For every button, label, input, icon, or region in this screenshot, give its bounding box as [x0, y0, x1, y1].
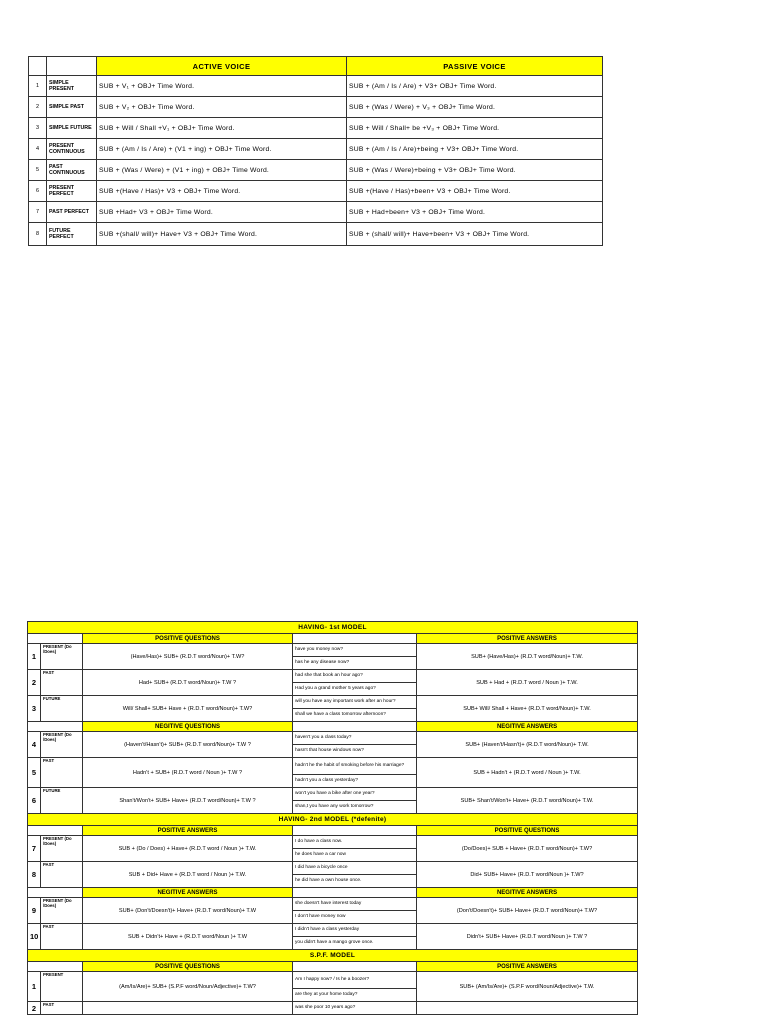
banner-title: S.P.F. MODEL	[28, 950, 638, 962]
example-sentence: have you money now?	[293, 644, 417, 657]
having-2nd-model-banner	[28, 814, 638, 826]
question-formula: Will/ Shall+ SUB+ Have + (R.D.T word/Noun)+ T.W?	[83, 696, 293, 722]
answer-formula: SUB+ (Am/Is/Are)+ (S.P.F word/Noun/Adjective)+ T.W.	[417, 972, 638, 1002]
voice-row	[29, 97, 603, 118]
table-row	[28, 898, 638, 911]
question-formula: (Am/Is/Are)+ SUB+ (S.P.F word/Noun/Adjective)+ T.W?	[83, 972, 293, 1002]
table-row	[28, 670, 638, 683]
question-formula: Shan't/Won't+ SUB+ Have+ (R.D.T word/Noun)+ T.W ?	[83, 788, 293, 814]
active-formula: SUB + V₁ + OBJ+ Time Word.	[97, 76, 347, 97]
example-sentence: Am I happy now? / Is he a boozer?	[293, 972, 417, 989]
table-row	[28, 1002, 638, 1015]
table-row	[28, 924, 638, 937]
answer-formula: SUB + (Do / Does) + Have+ (R.D.T word / Noun )+ T.W.	[83, 836, 293, 862]
voice-row	[29, 202, 603, 223]
negative-answers-header: NEGITIVE ANSWERS	[417, 888, 638, 898]
passive-formula: SUB + Will / Shall+ be +V₃ + OBJ+ Time Word.	[347, 118, 603, 139]
passive-formula: SUB + (Am / Is / Are)+being + V3+ OBJ+ Time Word.	[347, 139, 603, 160]
passive-formula: SUB + Had+been+ V3 + OBJ+ Time Word.	[347, 202, 603, 223]
row-number: 4	[28, 732, 41, 758]
tense-name: PAST CONTINUOUS	[47, 160, 97, 181]
tense-name: SIMPLE PRESENT	[47, 76, 97, 97]
voice-header-row	[29, 57, 603, 76]
table-row	[28, 862, 638, 875]
tense-name: PRESENT (Do /Does)	[41, 836, 83, 862]
example-sentence: I didn't have a class yesterday	[293, 924, 417, 937]
example-sentence: shall we have a class tomorrow afternoon?	[293, 709, 417, 722]
table-row	[28, 732, 638, 745]
answer-formula: SUB + Did+ Have + (R.D.T word / Noun )+ T.W.	[83, 862, 293, 888]
row-number: 10	[28, 924, 41, 950]
row-number: 1	[29, 76, 47, 97]
table-row	[28, 836, 638, 849]
example-sentence: he did have a own house once.	[293, 875, 417, 888]
active-formula: SUB + (Am / Is / Are) + (V1 + ing) + OBJ+ Time Word.	[97, 139, 347, 160]
example-sentence: hadn't he the habit of smoking before his marriage?	[293, 758, 417, 775]
question-formula: Had+ SUB+ (R.D.T word/Noun)+ T.W ?	[83, 670, 293, 696]
voice-row	[29, 181, 603, 202]
voice-row	[29, 160, 603, 181]
example-sentence: I don't have money now	[293, 911, 417, 924]
row-number: 7	[28, 836, 41, 862]
row-number: 6	[28, 788, 41, 814]
tense-name: PAST	[41, 758, 83, 788]
table-row	[28, 788, 638, 801]
voice-row	[29, 139, 603, 160]
answer-formula: SUB+ Shan't/Won't+ Have+ (R.D.T word/Noun)+ T.W.	[417, 788, 638, 814]
example-sentence: has he any disease now?	[293, 657, 417, 670]
active-formula: SUB +Had+ V3 + OBJ+ Time Word.	[97, 202, 347, 223]
active-formula: SUB +(shall/ will)+ Have+ V3 + OBJ+ Time Word.	[97, 223, 347, 246]
having-table	[27, 621, 638, 1015]
tense-name: PRESENT CONTINUOUS	[47, 139, 97, 160]
answer-formula: SUB+ Will/ Shall + Have+ (R.D.T word/Noun)+ T.W.	[417, 696, 638, 722]
row-number: 8	[28, 862, 41, 888]
tense-name: SIMPLE PAST	[47, 97, 97, 118]
row-number: 3	[29, 118, 47, 139]
table-row	[28, 758, 638, 775]
question-formula: (Do/Does)+ SUB + Have+ (R.D.T word/Noun)+ T.W?	[417, 836, 638, 862]
question-formula: (Have/Has)+ SUB+ (R.D.T word/Noun)+ T.W?	[83, 644, 293, 670]
example-sentence: I do have a class now.	[293, 836, 417, 849]
example-sentence: hadn't you a class yesterday?	[293, 775, 417, 788]
passive-formula: SUB + (shall/ will)+ Have+been+ V3 + OBJ+ Time Word.	[347, 223, 603, 246]
row-number: 2	[28, 670, 41, 696]
positive-answers-header: POSITIVE ANSWERS	[83, 826, 293, 836]
tense-name: PAST	[41, 862, 83, 888]
voice-row	[29, 118, 603, 139]
answer-formula: SUB+ (Don't/Doesn't)+ Have+ (R.D.T word/Noun)+ T.W	[83, 898, 293, 924]
row-number: 2	[28, 1002, 41, 1015]
negative-answers-header: NEGITIVE ANSWERS	[83, 888, 293, 898]
banner-title: HAVING- 1st MODEL	[28, 622, 638, 634]
positive-answers-header: POSITIVE ANSWERS	[417, 634, 638, 644]
active-formula: SUB + Will / Shall +V₁ + OBJ+ Time Word.	[97, 118, 347, 139]
tense-name: PAST	[41, 670, 83, 696]
example-sentence: he does have a car now	[293, 849, 417, 862]
positive-questions-header: POSITIVE QUESTIONS	[417, 826, 638, 836]
question-formula: (Don't/Doesn't)+ SUB+ Have+ (R.D.T word/Noun)+ T.W?	[417, 898, 638, 924]
tense-name: PAST PERFECT	[47, 202, 97, 223]
passive-voice-header: PASSIVE VOICE	[347, 57, 603, 76]
tense-name: FUTURE	[41, 696, 83, 722]
corner-cell	[47, 57, 97, 76]
active-formula: SUB +(Have / Has)+ V3 + OBJ+ Time Word.	[97, 181, 347, 202]
passive-formula: SUB + (Was / Were)+being + V3+ OBJ+ Time Word.	[347, 160, 603, 181]
table-row	[28, 644, 638, 657]
answer-formula	[417, 1002, 638, 1015]
tense-name: PRESENT (Do /Does)	[41, 732, 83, 758]
row-number: 1	[28, 644, 41, 670]
example-sentence: hasn't that house windows now?	[293, 745, 417, 758]
row-number: 3	[28, 696, 41, 722]
question-formula: (Haven't/Hasn't)+ SUB+ (R.D.T word/Noun)+ T.W ?	[83, 732, 293, 758]
answer-formula: SUB+ (Haven't/Hasn't)+ (R.D.T word/Noun)+ T.W.	[417, 732, 638, 758]
example-sentence: are they at your home today?	[293, 989, 417, 1002]
row-number: 5	[28, 758, 41, 788]
example-sentence: had she that book an hour ago?	[293, 670, 417, 683]
spf-model-banner	[28, 950, 638, 962]
banner-title: HAVING- 2nd MODEL (*defenite)	[28, 814, 638, 826]
row-number: 7	[29, 202, 47, 223]
tense-name: SIMPLE FUTURE	[47, 118, 97, 139]
question-formula: Didn't+ SUB+ Have+ (R.D.T word/Noun )+ T.W ?	[417, 924, 638, 950]
example-sentence: Had you a grand mother 5 years ago?	[293, 683, 417, 696]
corner-cell	[29, 57, 47, 76]
passive-formula: SUB + (Was / Were) + V₃ + OBJ+ Time Word.	[347, 97, 603, 118]
table-row	[28, 696, 638, 709]
row-number: 8	[29, 223, 47, 246]
tense-name: PRESENT PERFECT	[47, 181, 97, 202]
tense-name: PRESENT	[41, 972, 83, 1002]
example-sentence: haven't you a class today?	[293, 732, 417, 745]
question-formula: Hadn't + SUB+ (R.D.T word / Noun )+ T.W ?	[83, 758, 293, 788]
positive-questions-header: POSITIVE QUESTIONS	[83, 634, 293, 644]
answer-formula: SUB+ (Have/Has)+ (R.D.T word/Noun)+ T.W.	[417, 644, 638, 670]
row-number: 9	[28, 898, 41, 924]
answer-formula: SUB + Hadn't + (R.D.T word / Noun )+ T.W.	[417, 758, 638, 788]
tense-name: FUTURE PERFECT	[47, 223, 97, 246]
example-sentence: you didn't have a mango grove once.	[293, 937, 417, 950]
voice-row	[29, 76, 603, 97]
row-number: 4	[29, 139, 47, 160]
example-sentence: will you have any important work after an hour?	[293, 696, 417, 709]
positive-answers-header: POSITIVE ANSWERS	[417, 962, 638, 972]
active-formula: SUB + V₂ + OBJ+ Time Word.	[97, 97, 347, 118]
row-number: 6	[29, 181, 47, 202]
example-sentence: won't you have a bike after one year?	[293, 788, 417, 801]
tense-name: PRESENT (Do /Does)	[41, 898, 83, 924]
example-sentence: she doesn't have interest today	[293, 898, 417, 911]
tense-name: PAST	[41, 924, 83, 950]
example-sentence: shan,t you have any work tomorrow?	[293, 801, 417, 814]
row-number: 5	[29, 160, 47, 181]
voice-table	[28, 56, 603, 246]
row-number: 1	[28, 972, 41, 1002]
example-sentence: I did have a bicycle once	[293, 862, 417, 875]
table-row	[28, 972, 638, 989]
tense-name: PRESENT (Do /Does)	[41, 644, 83, 670]
tense-name: FUTURE	[41, 788, 83, 814]
answer-formula: SUB + Had + (R.D.T word / Noun )+ T.W.	[417, 670, 638, 696]
negative-questions-header: NEGITIVE QUESTIONS	[83, 722, 293, 732]
having-1st-model-banner	[28, 622, 638, 634]
active-voice-header: ACTIVE VOICE	[97, 57, 347, 76]
passive-formula: SUB +(Have / Has)+been+ V3 + OBJ+ Time Word.	[347, 181, 603, 202]
active-formula: SUB + (Was / Were) + (V1 + ing) + OBJ+ Time Word.	[97, 160, 347, 181]
question-formula	[83, 1002, 293, 1015]
answer-formula: SUB + Didn't+ Have + (R.D.T word/Noun )+ T.W	[83, 924, 293, 950]
tense-name: PAST	[41, 1002, 83, 1015]
row-number: 2	[29, 97, 47, 118]
question-formula: Did+ SUB+ Have+ (R.D.T word/Noun )+ T.W?	[417, 862, 638, 888]
negative-answers-header: NEGITIVE ANSWERS	[417, 722, 638, 732]
voice-row	[29, 223, 603, 246]
passive-formula: SUB + (Am / Is / Are) + V3+ OBJ+ Time Word.	[347, 76, 603, 97]
example-sentence: was she poor 10 years ago?	[293, 1002, 417, 1015]
positive-questions-header: POSITIVE QUESTIONS	[83, 962, 293, 972]
